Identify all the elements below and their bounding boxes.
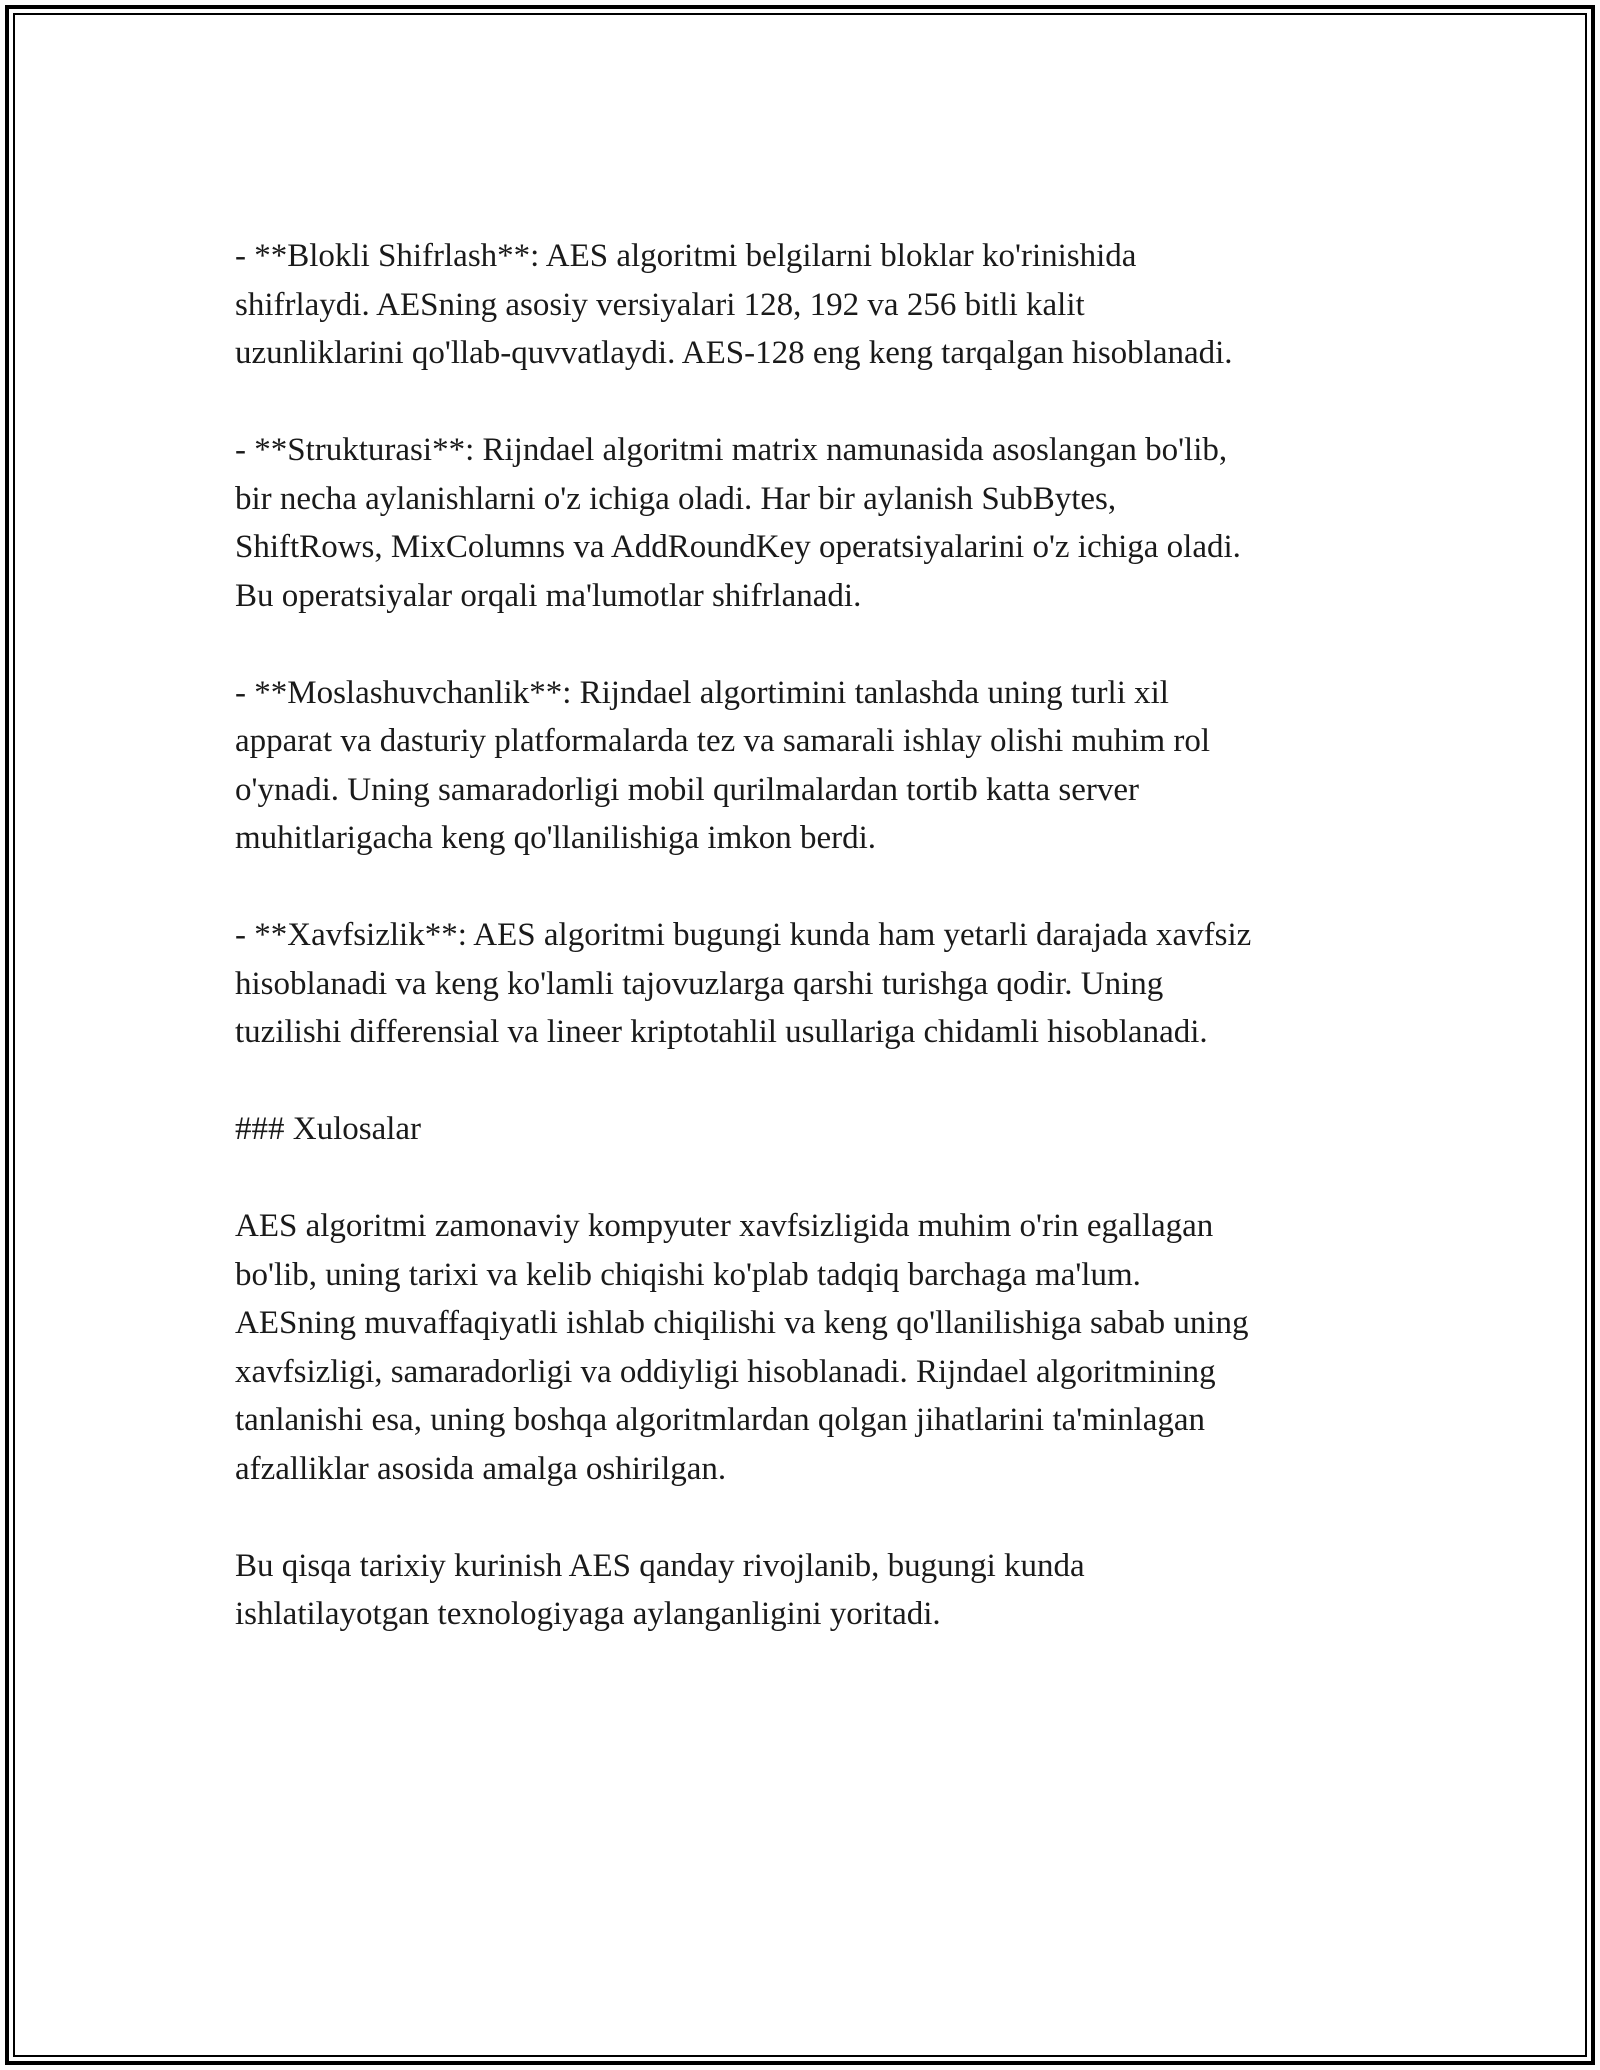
- paragraph-strukturasi: - **Strukturasi**: Rijndael algoritmi matrix namunasida asoslangan bo'lib, bir necha aylanishlarni o'z ichiga oladi. Har bir aylanish SubBytes, ShiftRows, MixColumns va AddRoundKey operatsiyalarini o'z ichiga oladi. Bu operatsiyalar orqali ma'lumotlar shifrlanadi.: [235, 432, 1241, 614]
- paragraph-moslashuvchanlik: - **Moslashuvchanlik**: Rijndael algortimini tanlashda uning turli xil apparat va dasturiy platformalarda tez va samarali ishlay olishi muhim rol o'ynadi. Uning samaradorligi mobil qurilmalardan tortib katta server muhitlarigacha keng qo'llanilishiga imkon berdi.: [235, 674, 1211, 856]
- section-heading-xulosalar: ### Xulosalar: [235, 1111, 422, 1147]
- paragraph-xavfsizlik: - **Xavfsizlik**: AES algoritmi bugungi kunda ham yetarli darajada xavfsiz hisoblanadi va keng ko'lamli tajovuzlarga qarshi turishga qodir. Uning tuzilishi differensial va lineer kriptotahlil usullariga chidamli hisoblanadi.: [235, 917, 1252, 1050]
- paragraph-conclusion: AES algoritmi zamonaviy kompyuter xavfsizligida muhim o'rin egallagan bo'lib, uning tarixi va kelib chiqishi ko'plab tadqiq barchaga ma'lum. AESning muvaffaqiyatli ishlab chiqilishi va keng qo'llanilishiga sabab uning xavfsizligi, samaradorligi va oddiyligi hisoblanadi. Rijndael algoritmining tanlanishi esa, uning boshqa algoritmlardan qolgan jihatlarini ta'minlagan afzalliklar asosida amalga oshirilgan.: [235, 1208, 1249, 1487]
- paragraph-blokli-shifrlash: - **Blokli Shifrlash**: AES algoritmi belgilarni bloklar ko'rinishida shifrlaydi. AESning asosiy versiyalari 128, 192 va 256 bitli kalit uzunliklarini qo'llab-quvvatlaydi. AES-128 eng keng tarqalgan hisoblanadi.: [235, 238, 1233, 371]
- document-body: [235, 232, 1375, 1687]
- paragraph-closing: Bu qisqa tarixiy kurinish AES qanday rivojlanib, bugungi kunda ishlatilayotgan texnologiyaga aylanganligini yoritadi.: [235, 1547, 1085, 1632]
